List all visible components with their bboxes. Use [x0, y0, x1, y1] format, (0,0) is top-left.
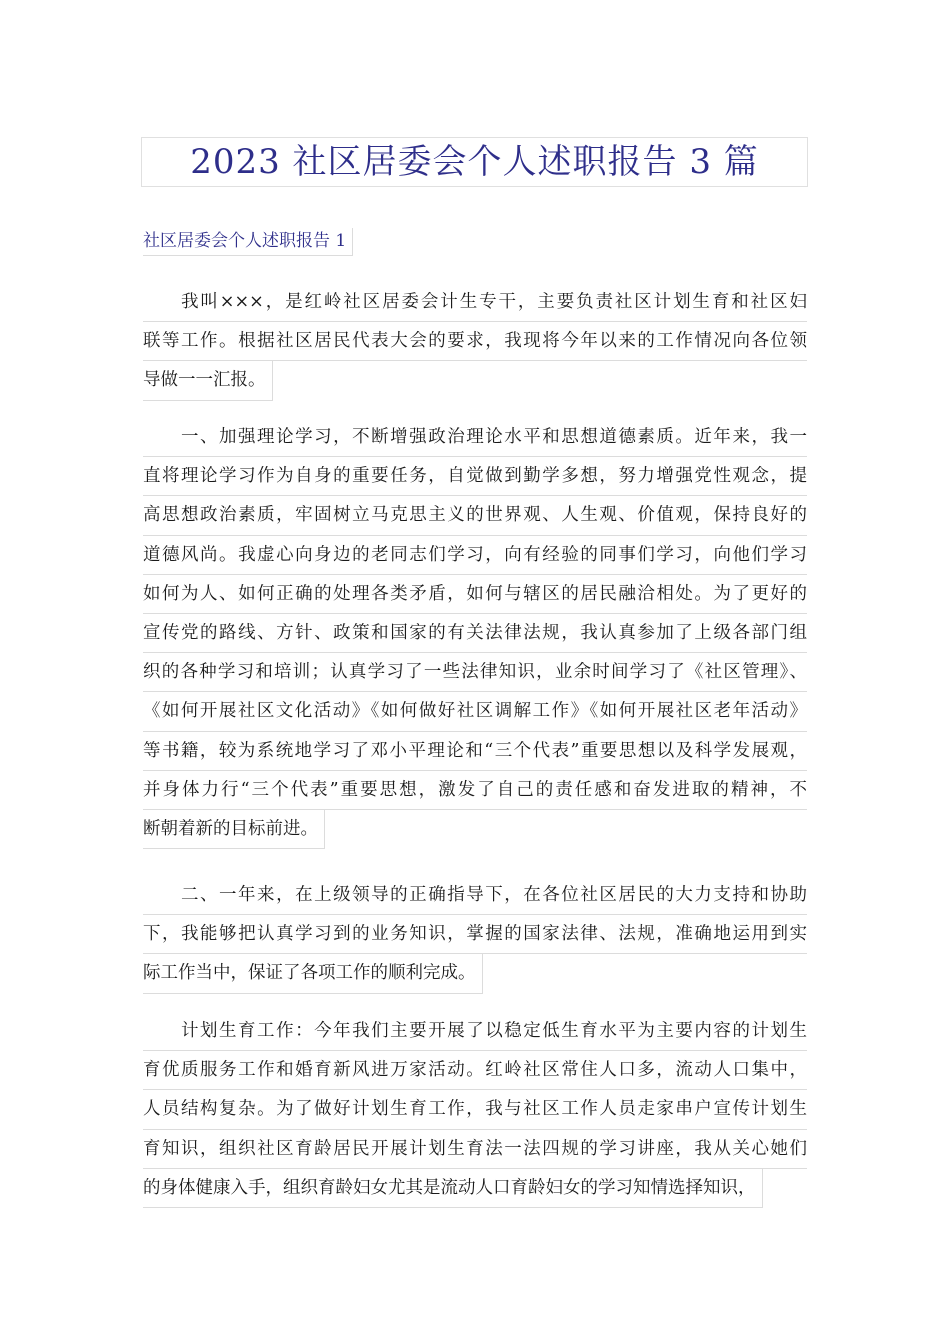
paragraph — [143, 283, 807, 405]
paragraph-line: 道德风尚。我虚心向身边的老同志们学习，向有经验的同事们学习，向他们学习 — [143, 536, 807, 575]
paragraph-line: 如何为人、如何正确的处理各类矛盾，如何与辖区的居民融洽相处。为了更好的 — [143, 575, 807, 614]
paragraph-line: 育优质服务工作和婚育新风进万家活动。红岭社区常住人口多，流动人口集中， — [143, 1051, 807, 1090]
paragraph-line: 导做一一汇报。 — [143, 361, 273, 400]
paragraph-line: 一、加强理论学习，不断增强政治理论水平和思想道德素质。近年来，我一 — [143, 418, 807, 457]
paragraph-line: 高思想政治素质，牢固树立马克思主义的世界观、人生观、价值观，保持良好的 — [143, 496, 807, 535]
paragraph — [143, 876, 807, 998]
paragraph-line: 计划生育工作：今年我们主要开展了以稳定低生育水平为主要内容的计划生 — [143, 1012, 807, 1051]
paragraph-line: 人员结构复杂。为了做好计划生育工作，我与社区工作人员走家串户宣传计划生 — [143, 1090, 807, 1129]
paragraph — [143, 1012, 807, 1212]
document-title: 2023 社区居委会个人述职报告 3 篇 — [141, 137, 808, 187]
paragraph-line: 织的各种学习和培训；认真学习了一些法律知识，业余时间学习了《社区管理》、 — [143, 653, 807, 692]
section-heading: 社区居委会个人述职报告 1 — [143, 228, 353, 256]
paragraph-line: 下，我能够把认真学习到的业务知识，掌握的国家法律、法规，准确地运用到实 — [143, 915, 807, 954]
paragraph-line: 《如何开展社区文化活动》《如何做好社区调解工作》《如何开展社区老年活动》 — [143, 692, 807, 731]
paragraph-line: 二、一年来，在上级领导的正确指导下，在各位社区居民的大力支持和协助 — [143, 876, 807, 915]
paragraph-line: 联等工作。根据社区居民代表大会的要求，我现将今年以来的工作情况向各位领 — [143, 322, 807, 361]
paragraph-line: 际工作当中，保证了各项工作的顺利完成。 — [143, 954, 483, 993]
paragraph-line: 等书籍，较为系统地学习了邓小平理论和“三个代表”重要思想以及科学发展观， — [143, 732, 807, 771]
paragraph-line: 育知识，组织社区育龄居民开展计划生育法一法四规的学习讲座，我从关心她们 — [143, 1130, 807, 1169]
paragraph-line: 断朝着新的目标前进。 — [143, 810, 325, 849]
paragraph — [143, 418, 807, 853]
paragraph-line: 宣传党的路线、方针、政策和国家的有关法律法规，我认真参加了上级各部门组 — [143, 614, 807, 653]
paragraph-line: 的身体健康入手，组织育龄妇女尤其是流动人口育龄妇女的学习知情选择知识， — [143, 1169, 763, 1208]
paragraph-line: 直将理论学习作为自身的重要任务，自觉做到勤学多想，努力增强党性观念，提 — [143, 457, 807, 496]
paragraph-line: 我叫×××，是红岭社区居委会计生专干，主要负责社区计划生育和社区妇 — [143, 283, 807, 322]
paragraph-line: 并身体力行“三个代表”重要思想，激发了自己的责任感和奋发进取的精神，不 — [143, 771, 807, 810]
